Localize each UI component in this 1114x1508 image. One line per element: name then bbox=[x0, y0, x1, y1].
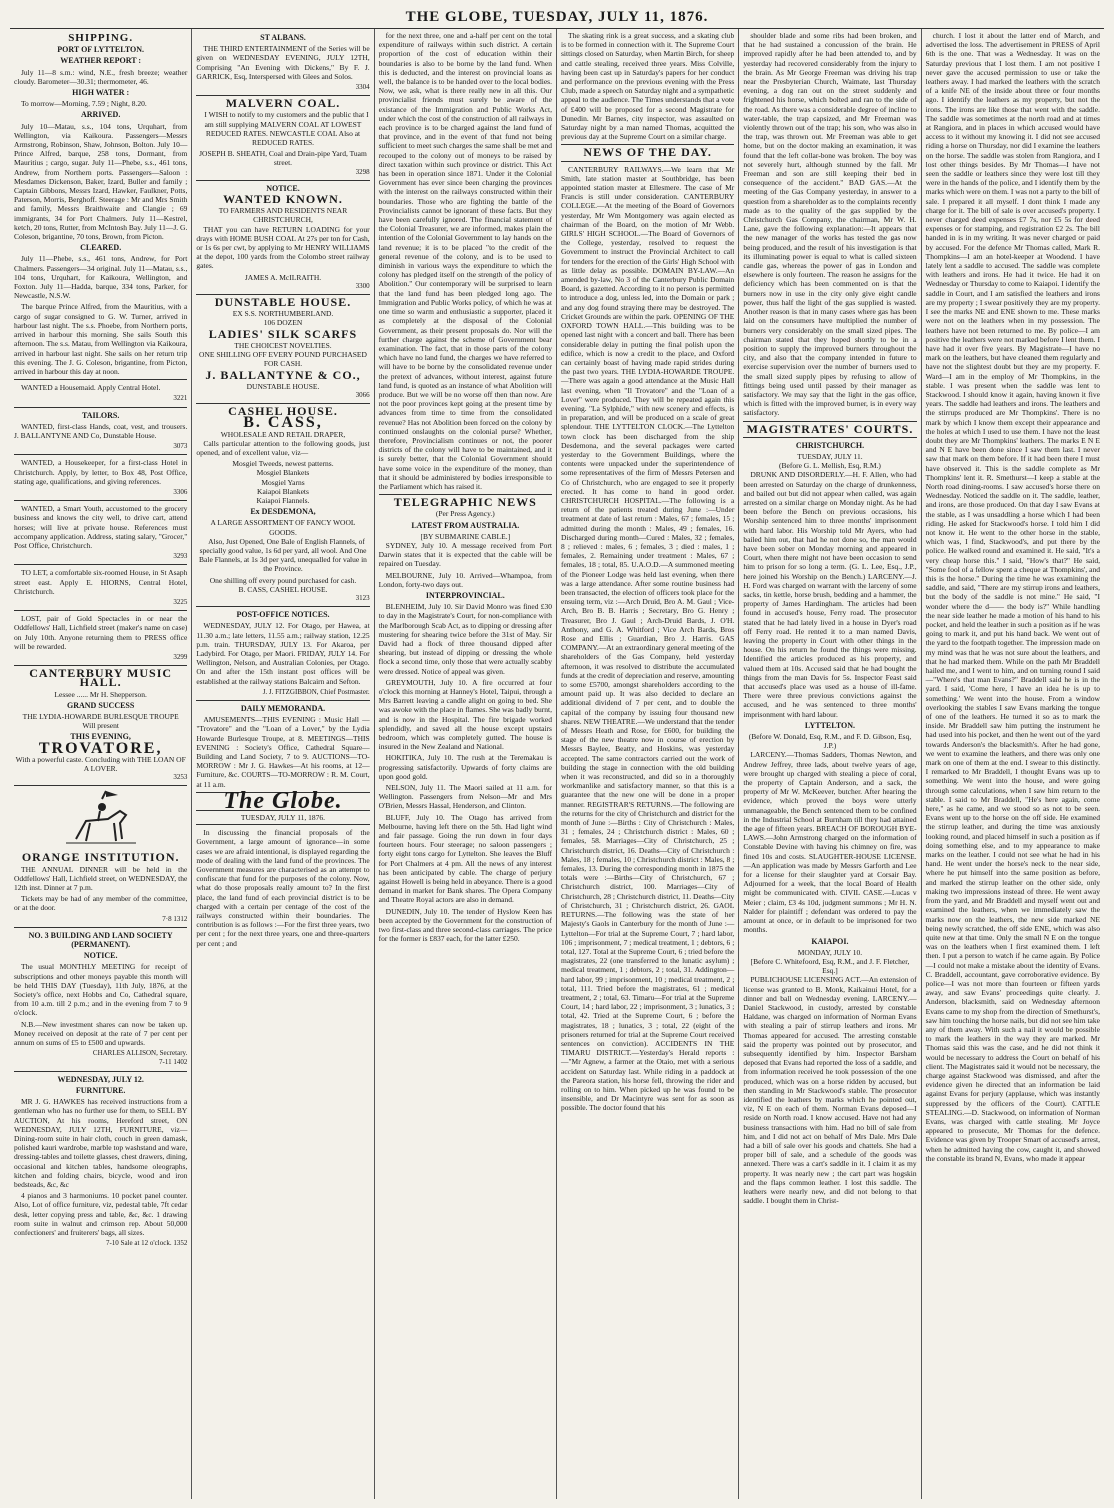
post-office-heading: POST-OFFICE NOTICES. bbox=[236, 610, 330, 620]
columns bbox=[10, 29, 1104, 1499]
shipping-heading: SHIPPING. bbox=[68, 32, 134, 44]
hokitika-telegram: HOKITIKA, July 10. The rush at the Teremakau is progressing satisfactorily. Upwards of forty claims are upon good gold. bbox=[378, 753, 552, 781]
column-5 bbox=[739, 29, 921, 1499]
globe-title: The Globe. bbox=[223, 787, 343, 814]
ad-ref: 7-11 1402 bbox=[159, 1058, 188, 1067]
cleared-heading: CLEARED. bbox=[80, 243, 122, 253]
ad-ref: 3299 bbox=[173, 652, 188, 661]
latest-australia: LATEST FROM AUSTRALIA. bbox=[411, 520, 520, 530]
weather-heading: WEATHER REPORT : bbox=[60, 56, 142, 66]
column-5-lead: shoulder blade and some ribs had been broken, and that he had sustained a concussion of the brain. He improved rapidly after he had been attended to, and by yesterday had recovered considerably from the injury to the brain. As Mr George Freeman was driving his trap near the Presbyterian Church, Waimate, last Thursday evening, a dog ran out on the street suddenly and frightened his horse, which bolted and ran to the side of the road. As there was a considerable degree of incline to water-table, the trap capsized, and Mr Freeman was violently thrown out of the trap; his son, who was also in the trap, was thrown out. Mr Freeman was able to get home, but on the doctor making an examination, it was found that the left collar-bone was broken. The boy was not severely hurt, although stunned by the fall. Mr Freeman and son are still keeping their bed in consequence of the accident." BAD GAS.—At the meeting of the Gas Company yesterday, in answer to a question from a shareholder as to the complaints recently made as to the quality of the gas supplied by the Christchurch Gas Company, the chairman, Mr W. H. Lane, gave the following explanation:—It appears that the new manager of the works has tested the gas now being produced, and the result of his investigation is that its illuminating power is equal to what is called sixteen candle gas, whereas the power of gas in London and elsewhere is only fourteen. The reason he assigns for the deficiency which has been commented on is that the burners now in use in the city only give eight candle power, thus half the light of the gas supplied is wasted. Another reason is that in many cases where gas has been laid on the consumers have multiplied the number of burners very considerably on the small sized pipes. The chairman stated that they hoped shortly to be in a position to supply the improved burners throughout the city, and also that the company intended in future to exercise supervision over the number of burners used to the small sized supply pipes by refusing to allow of fittings being used until passed by their manager as satisfactory. We may say that the light in the gas office, which is fitted with the improved burner, is in every way satisfactory. bbox=[743, 31, 917, 418]
orange-title: ORANGE INSTITUTION. bbox=[21, 850, 180, 865]
dunedin-telegram: DUNEDIN, July 10. The tender of Hyslow Keen has been accepted by the Government for the construction of two first-class and three second-class carriages. The price for the former is £837 each, for the latter £250. bbox=[378, 906, 552, 944]
kaiapoi-cases: PUBLICHOUSE LICENSING ACT.—An extension of license was granted to B. Monk, Kaikainui Hotel, for a dinner and ball on Wednesday evening. LARCENY.—Daniel Stackwood, in custody, arrested by constable Haldane, was charged on information of Norman Evans with stealing a pair of stirrup leathers and irons. Mr Thomas appeared for accused. The arresting constable said the property was pointed out by prosecutor, and subsequently identified by him. Inspector Barsham deposed that Evans had reported the loss of a saddle, and from information received he took possession of the one produced, which was on a horse ridden by accused, but then standing in Mr Stackwood's stable. The prosecutor identified the leathers by marks which he pointed out, viz, N E on each of them. Norman Evans deposed—I reside on North road. I know accused. Have not had any business transactions with him. Had no bill of sale from him, and I did not act on behalf of Mrs Dale. Mrs Dale had a bill of sale over his goods and chattels. She had a proper bill of sale, and a schedule of the goods was annexed. There was a cart's saddle in it. I claim it as my property. It was nearly new ; the cart part was hogskin and the flaps common leather. I lost this saddle. The leathers were nearly new, and did not belong to that saddle. I bought them in Christ- bbox=[743, 975, 917, 1206]
interprovincial-heading: INTERPROVINCIAL. bbox=[425, 590, 505, 600]
ad-ref: 3225 bbox=[173, 597, 188, 606]
orange-tickets: Tickets may be had of any member of the committee, or at the door. bbox=[14, 894, 188, 913]
masthead: THE GLOBE, TUESDAY, JULY 11, 1876. bbox=[10, 6, 1104, 29]
column-6-text: church. I lost it about the latter end of March, and advertised the loss. The advertisement in PRESS of April 6th is the one. That was a Wednesday. It was on the Saturday previous that I lost them. I am not positive I never gave the accused permission to use or take the leathers away. I had marked the leathers with the scratch of a knife NE of the inside about three or four months ago. I identify the leathers as my property, but not the irons. The irons are like those that went with the saddle. The saddle was sometimes at the north road and at times at Rangiora, and in places in which accused would have access to it without my knowing it. I did not see accused riding a horse on Thursday, nor did I examine the leathers on the horse. The saddle was stolen from Rangiora, and I lost other things besides. By Mr Thomas—I have not seen the saddle or leathers since they were lost till they were in the hands of the police, and I identify them by the marks which were on them. I was not a party to the bill of sale. I prepared it all myself. I dont think I made any charge for it. The bill of sale is over accused's property. I never charged deed expenses £7 7s, nor £5 5s for deed expenses or for stamping, and registration £2 2s. The bill handed in is in my writing. It was never charged or paid by accused. For the defence Mr Thomas called, Mark R. Thompkins—I am an hotel-keeper at Woodend. I have lately lent a saddle to accused. The saddle was complete with leathers and irons. He had it twice. He had it on Wednesday or Thursday to come to Kaiapoi. I identify the saddle in Court, and I am satisfied the leathers and irons are my property ; I swear positively they are my property. I see the marks NE and ENE shown to me. These marks were not on the leathers when in my possession. The leathers have not been returned to me. By police—I am positive the leathers were not marked before I lent them. I have had it over five years. By Magistrate—I have no mark on the leathers, but have cleaned them regularly and have not the slightest doubt but they are my property. F. Ward—I am in the employ of Mr Thompkins, in the stable. I was present when the saddle was lent to Stackwood. I should know it again, having known it five years. The saddle had leathers and irons. The leathers and the stirrups produced are Mr Thompkins'. There is no mark by which I know them except their appearance and the holes at which I used to use them. I have not the least doubt they are Mr Thompkins' leathers. The marks E N E and N E have been done since I saw them last. I never saw that mark on them before. If it had been there I must have observed it. This is the saddle complete as Mr Thompkins' lent it. R. Smethurst—I keep a stable at the North road dining-rooms. I saw accused's horse there on Wednesday. Noticed the saddle on it. The saddle, leather, and irons, are those produced. On that day I saw Evans at the stable, as I was unsaddling a horse which I had been riding. He asked for Stackwood's horse. I told him I did not know it. He went to the other horse in the stable, which was, I find, Stackwood's, and put there by the police. He walked round and examined it. He said, "It's a very cheap horse this." I said, "How's that?" He said, "Some fool of a fellow spent a cheque at Thompkins', and this is the horse." During the time he was examining the saddle, and said, "There are my stirrup irons and leathers, but the body of the saddle is not mine." He said, "I wonder where the d—— the body is?" While handling the near side leather he made a motion of his hand to his pocket, and held the leather in such a position as if he was going to mark it, and put his hand back. We went out of the yard to the footpath together. The impression made on my mind was that he was not sure about the leathers, and that he had marked them. While on the path Mr Braddell hailed me, and I went to him, and on turning round I said—"Where's that man Evans?" Braddell said he is in the yard. I said, 'Come here, I have an idea he is up to something.' We went into the house. From a window overlooking the stables I saw Evans marking the tongue of one of the leathers. He turned it so as to mark the inside. Mr Braddell saw him putting the instrument he had used into his pocket, and then he went out of the yard towards Anderson's the blacksmith's. After he had gone, we went to examine the leathers, and there was only one mark on one of them at the end. I swear to this distinctly. I remarked to Mr Braddell, I thought Evans was up to something. We went into the house, and were going through some calculations, when I saw him return to the stable. I said to Mr Braddell, "He's here again, come here," as he came, and we stood so as not to be seen. Evans went up to the horse on the off side. He examined the stirrup leather, and during the time was anxiously looking round, and placed himself in such a position as if doing something else, and to my appearance to make marks on the leather. I could not see what he had in his hand. He went under the horse's neck to the near side, where he put himself into the same position as before, and marked the stirrup leather on the other side, only making two impressions instead of three. He went away from the yard, and Mr Braddell and myself went out and examined the leathers, when we immediately saw the marks now on the leathers, the new side marked NE being newly scratched, the off side ENE, which was also quite new at that time. Only the small N E on the tongue was on the leathers when I first examined them. I left then. I put a person to watch if he came again. By Police—I could not make a mistake about the identity of Evans. C. Braddell, accountant, gave corroborative evidence. By police—I was not more than fourteen or fifteen yards away, and saw Evans' proceedings quite clearly. J. Anderson, blacksmith, said on Wednesday afternoon Evans came to my shop from the direction of Smethurst's, saw him touching the horse nails, but did not see him take any of them away. With such a nail it would be possible to mark the leathers in the way they are marked. Mr Thomas said this was the case, and he did not think it would be necessary to address the Court on behalf of his client. The Magistrates said it would not be necessary, the charge against Stackwood was dismissed, and after the evidence given he directed that an information be laid against Evans for perjury (applause, which was instantly suppressed by the officers of the Court). CATTLE STEALING.—D. Stackwood, on information of Norman Evans, was charged with cattle stealing. Mr Joyce appeared to prosecute, Mr Thomas for the defence. Evidence was given by Trooper Smart of accused's arrest, when he admitted having the cow, caught it, and showed the constable its brand N, Evans, who made it appear bbox=[925, 31, 1100, 1163]
divider bbox=[14, 610, 187, 611]
will-present: Will present bbox=[82, 721, 119, 731]
sydney-telegram: SYDNEY, July 10. A message received from Port Darwin states that it is expected that the cable will be repaired on Tuesday. bbox=[378, 540, 552, 569]
malvern-ad: I WISH to notify to my customers and the public that I am still supplying MALVERN COAL AT LOWEST REDUCED RATES. NEWCASTLE COAL Also at REDUCED RATES. bbox=[204, 110, 369, 148]
divider bbox=[743, 437, 916, 438]
column-6 bbox=[922, 29, 1104, 1499]
lydia-troupe: THE LYDIA-HOWARDE BURLESQUE TROUPE bbox=[22, 712, 179, 721]
cass-good: Mosgiel Blankets bbox=[256, 468, 310, 478]
ad-ref: 3304 bbox=[355, 83, 370, 92]
news-of-day-heading: NEWS OF THE DAY. bbox=[583, 145, 712, 160]
ad-ref: 3073 bbox=[173, 442, 188, 451]
ballantyne: J. BALLANTYNE & CO., bbox=[205, 367, 361, 382]
building-nb: N.B.—New investment shares can now be taken up. Money received on deposit at the rate of 7 per cent per annum on sums of £5 to £500 and upwards. bbox=[14, 1019, 188, 1048]
orange-notice: THE ANNUAL DINNER will be held in the Oddfellows' Hall, Lichfield street, on WEDNESDAY, the 12th inst. Dinner at 7 p.m. bbox=[14, 864, 188, 893]
post-office-notices: WEDNESDAY, JULY 12. For Otago, per Hawea, at 11.30 a.m.; late letters, 11.55 a.m.; railway station, 12.25 p.m. train. THURSDAY, JULY 13. For Akaroa, per Ladybird. For Otago, per Maori. FRIDAY, JULY 14. For Wellington, Nelson, and Australian Colonies, per Otago. On and after the 15th instant post offices will be established at the railway stations Balcairn and Sefton. bbox=[196, 621, 370, 686]
ad-ref: 3253 bbox=[173, 773, 188, 782]
st-albans-ad: THE THIRD ENTERTAINMENT of the Series will be given on WEDNESDAY EVENING, JULY 12TH, Comprising "An Evening with Dickens," By F. J. GARRICK, Esq, Interspersed with Glees and Solos. bbox=[196, 44, 370, 81]
weather-report: July 11—8 s.m.: wind, N.E., fresh breeze; weather cloudy. Barometer—30.31; thermometer, 46. bbox=[14, 67, 188, 86]
ad-housekeeper: WANTED, a Housekeeper, for a first-class Hotel in Christchurch. Apply, by letter, to Box 48, Post Office, stating age, qualifications, and giving references. bbox=[14, 458, 188, 486]
cass-name: B. CASS, bbox=[243, 414, 323, 432]
high-water: To morrow—Morning, 7.59 ; Night, 8.20. bbox=[21, 99, 147, 109]
editorial-text: In discussing the financial proposals of the Government, a large amount of ignorance—in some cases we are afraid intentional, is displayed regarding the mode of dealing with the land fund of the provinces. The Government measures are characterised as an attempt to confiscate that fund for the purposes of the colony. Now, what do those proposals really amount to? In the first place, the land fund of each provincial district is to be charged with a certain per centage of the cost of the railways constructed within their boundaries. The contribution is as follows :—For the first three years, two per cent ; for the next three years, one and three-quarters per cent ; and bbox=[196, 828, 370, 948]
daily-memoranda-heading: DAILY MEMORANDA. bbox=[240, 704, 326, 713]
column-4 bbox=[557, 29, 739, 1499]
cass-intro: Calls particular attention to the following goods, just opened, and of excellent value, viz— bbox=[196, 438, 370, 457]
wanted-known: WANTED KNOWN. bbox=[223, 192, 343, 207]
telegraphic-heading: TELEGRAPHIC NEWS bbox=[393, 495, 537, 510]
trovatore-title: TROVATORE, bbox=[38, 739, 163, 757]
building-society-title: NO. 3 BUILDING AND LAND SOCIETY (PERMANENT). bbox=[28, 930, 173, 950]
melbourne-telegram: MELBOURNE, July 10. Arrived—Whampoa, from London, forty-two days out. bbox=[378, 570, 552, 589]
novelties: THE CHOICEST NOVELTIES. bbox=[234, 340, 332, 350]
ad-ref: 7-10 Sale at 12 o'clock. 1352 bbox=[105, 1239, 188, 1248]
farce-line: With a powerful caste. Concluding with THE LOAN OF A LOVER. bbox=[15, 754, 186, 774]
building-notice: The usual MONTHLY MEETING for receipt of subscriptions and other moneys payable this month will be held THIS DAY (Tuesday), 11th July, 1876, at the Society's office, next Hobbs and Co, Cathedral square, from 10 a.m. till 2 p.m.; and in the evening from 7 to 9 o'clock. bbox=[14, 962, 188, 1018]
ad-ref: 3298 bbox=[355, 167, 370, 176]
blenheim-telegram: BLENHEIM, July 10. Sir David Monro was fined £30 to day in the Magistrate's Court, for non-compliance with the Marlborough Scab Act, as to dipping or dressing after mustering for shearing twice before the 31st of May. Sir David had a flock of three thousand dipped after shearing, but instead of dipping or dressing the whole flock a second time, only those that were actually scabby were dressed. Notice of appeal was given. bbox=[378, 602, 552, 676]
daily-memoranda: AMUSEMENTS—THIS EVENING : Music Hall — "Trovatore" and the "Loan of a Lover," by the Lydia Howarde Burlesque Troupe, at 8. MEETINGS—THIS EVENING : Society's Office, Cathedral Square—Building and Land Society, 7 to 9. AUCTIONS—TO-MORROW : Mr J. G. Hawkes—At his rooms, at 12—Furniture, &c. COURTS—TO-MORROW : R. M. Court, at 11 a.m. bbox=[196, 715, 370, 789]
malvern-heading: MALVERN COAL. bbox=[225, 96, 341, 111]
grand-success: GRAND SUCCESS bbox=[66, 700, 135, 710]
dozen: 106 DOZEN bbox=[263, 318, 303, 328]
arrived-heading: ARRIVED. bbox=[80, 110, 121, 120]
cass-sub: WHOLESALE AND RETAIL DRAPER, bbox=[220, 429, 346, 439]
kaiapoi-date: MONDAY, JULY 10. bbox=[797, 947, 863, 957]
assortment: A LARGE ASSORTMENT OF FANCY WOOL GOODS. bbox=[210, 518, 356, 537]
magistrates-heading: MAGISTRATES' COURTS. bbox=[746, 421, 914, 436]
hawkes-auction: MR J. G. HAWKES has received instructions from a gentleman who has no further use for them, to SELL BY AUCTION, At his rooms, Hereford street, ON WEDNESDAY, JULY 12TH, FURNITURE, viz—Dining-room suite in hair cloth, couch in green damask, polished kauri wardrobe, marble top washstand and ware, dressing-tables and toilette glasses, chest drawers, dining, occasional and kitchen tables, handsome oleographs, kitchen and folding chairs, bicycle, wood and iron bedsteads, &c, &c bbox=[14, 1097, 188, 1189]
column-2 bbox=[192, 29, 374, 1499]
ad-ref: 3221 bbox=[173, 394, 188, 403]
farmers-ad: THAT you can have RETURN LOADING for your drays with HOME BUSH COAL At 27s per ton for Cash, or 1s 6s per cwt, by applying to Mr HENRY WILLIAMS at the depot, 100 yards from the Colombo street railway gates. bbox=[196, 224, 370, 271]
submarine-cable: [BY SUBMARINE CABLE.] bbox=[420, 531, 511, 541]
notice-heading: NOTICE. bbox=[266, 183, 300, 193]
press-agency: (Per Press Agency.) bbox=[435, 509, 495, 519]
cass-shilling: One shilling off every pound purchased for cash. bbox=[209, 575, 357, 585]
hawkes-also: 4 pianos and 3 harmoniums. 10 pocket panel counter. Also, Lot of office furniture, viz, pedestal table, 7ft cedar desk, letter copying press and table, &c, &c. 1 drawing room suite in walnut and crimson rep. About 50,000 confectioners' and fruiterers' bags, all sizes. bbox=[14, 1191, 188, 1237]
desdemona: Ex DESDEMONA, bbox=[250, 507, 316, 517]
music-hall-title: CANTERBURY MUSIC HALL. bbox=[29, 666, 173, 690]
st-albans-heading: ST ALBANS. bbox=[260, 33, 306, 42]
column-4-lead: The skating rink is a great success, and a skating club is to be formed in connection with it. The Supreme Court sittings closed on Saturday, when Martin Birch, for sheep and cattle stealing, received three years. Miss Colville, having been cast up in Saturday's papers for her conduct and performance on the previous evening with the Press Club, made a speech on Saturday night and a sympathetic appeal to the audience. The Times understands that a vote of £400 will be proposed for a second Magistrate for Dunedin. Mr Barnes, city inspector, was assaulted on Saturday night by a man named Thomas, acquitted the previous day at the Supreme Court on a similar charge. bbox=[560, 31, 735, 142]
column-3 bbox=[375, 29, 557, 1499]
cass-signature: B. CASS, CASHEL HOUSE. bbox=[238, 584, 328, 594]
ad-ref: 3123 bbox=[355, 593, 370, 602]
divider bbox=[14, 379, 187, 380]
divider bbox=[14, 927, 187, 928]
divider bbox=[196, 700, 369, 701]
this-evening: THIS EVENING, bbox=[70, 732, 131, 742]
cass-also: Also, Just Opened, One Bale of English Flannels, of specially good value, 1s 6d per yard, all wool. And One Bale Flannels, at 1s 3d per yard, unequalled for value in the Province. bbox=[199, 536, 367, 574]
cass-good: Mosgiel Tweeds, newest patterns. bbox=[232, 459, 334, 469]
cass-good: Kaiapoi Flannels. bbox=[256, 495, 310, 505]
divider bbox=[14, 407, 187, 408]
lyttelton-before: (Before W. Donald, Esq, R.M., and F. D. Gibson, Esq, J.P.) bbox=[748, 732, 912, 751]
lyttelton-court: LYTTELTON. bbox=[804, 720, 856, 730]
ad-housemaid: WANTED a Housemaid. Apply Central Hotel. bbox=[21, 383, 161, 393]
one-shilling: ONE SHILLING OFF EVERY POUND PURCHASED FOR CASH. bbox=[199, 350, 367, 369]
dunstable-heading: DUNSTABLE HOUSE. bbox=[214, 295, 352, 310]
kaiapoi-before: [Before C. Whitefoord, Esq, R.M., and J. F. Fletcher, Esq.] bbox=[750, 956, 910, 976]
divider bbox=[14, 1071, 187, 1072]
ad-ref: 3306 bbox=[173, 487, 188, 496]
cashel-heading: CASHEL HOUSE. bbox=[228, 404, 338, 419]
ballantyne-house: DUNSTABLE HOUSE. bbox=[246, 381, 320, 391]
ad-smart-youth: WANTED, a Smart Youth, accustomed to the grocery business and knows the city well, to drive cart, attend horses; will live at private house. References must accompany application. Address, stating salary, "Grocer," Post Office, Christchurch. bbox=[14, 504, 188, 550]
ad-ref: 3300 bbox=[355, 281, 370, 290]
news-of-day-text: CANTERBURY RAILWAYS.—We learn that Mr Smith, late station master at Southbridge, has been appointed station master at Ellesmere. The case of Mr Francis is still under consideration. CANTERBURY COLLEGE.—At the meeting of the Board of Governors yesterday, Mr Wm Montgomery was again elected as chairman of the Board, on the motion of Mr Webb. GIRLS' HIGH SCHOOL.—The Board of Governors of the College, yesterday, resolved to request the Government to instruct the Provincial Architect to call for tenders for the erection of the Girls' High School with as little delay as possible. DOMAIN BY-LAW.—An amended by-law, No 3 of the Canterbury Public Domain Board, is gazetted. According to it no person is permitted to introduce a dog, unless led, into the Domain or park ; and any dog found straying there may be destroyed. The Cricket Grounds are within the park. OPENING OF THE OXFORD TOWN HALL.—This building was to be opened last night with a concert and ball. There has been considerable delay in putting the final polish upon the edifice, which is now a credit to the place, and Oxford can certainly boast of having made rapid strides during the past two years. THE LYDIA-HOWARDE TROUPE.—There was again a good attendance at the Music Hall last evening, when "Il Trovatore" and the "Loan of a Lover" were produced. They will be repeated again this evening. "La Sylphide," with new scenery and effects, is in preparation, and will be produced on a scale of great splendour. THE LYTTELTON CLOCK.—The Lyttelton town clock has been discharged from the ship Desdemona, and the several packages were carted yesterday to the Government Buildings, where the contents were unpacked under the superintendence of some representatives of the firm of Messrs Petersen and Co of Christchurch, who are engaged to see it properly erected. It has come to hand in good order. CHRISTCHURCH HOSPITAL.—The following is a return of the patients treated during June :—Under treatment at date of last return : Males, 67 ; females, 15 ; admitted during the month : Males, 49 ; females, 16. Discharged during month—Cured : Males, 32 ; females, 8 ; relieved : males, 6 ; females, 3 ; died : males, 1 ; females, 2. Remaining under treatment : Males, 67 ; females, 18 ; total, 85. U.A.O.D.—A summoned meeting of the Pioneer Lodge was held last evening, when there was a large attendance. After some routine business had been transacted, the election of officers took place for the ensuing term, viz :—Arch Druid, Bro A. M. Gaul ; Vice-Arch, Bro B. B. Harris ; Secretary, Bro G. Henry ; Treasurer, Bro J. Gaul ; Arch-Druid Bards, J. O'H. Anthony, and G. A. Whitford ; Vice Arch Bards, Bros Rose and Ellis ; Guardian, Bro J. Harris. GAS COMPANY.—At an extraordinary general meeting of the shareholders of the Gas Company, held yesterday afternoon, it was resolved to distribute the accumulated funds at the credit of depreciation and reserve, amounting to some £5700, amongst shareholders according to the amount paid up. It was also decided to declare an additional dividend of 7 per cent, and to double the capital of the company by issuing four thousand new shares. NEW THEATRE.—We understand that the tender of Messrs Heath and Rose, for £600, for building the stage of the new theatre now in course of erection by Messrs Baylee, Beatty, and Hoskins, was yesterday accepted. The same contractors carried out the work of building the stage in connection with the old building when it was reconstructed, and did so in a thoroughly workmanlike and satisfactory manner, so that this is a guarantee that the new one will be done in a proper manner. REGISTRAR'S RETURNS.—The following are the returns for the city of Christchurch and district for the month of June :—Births : City of Christchurch : Males, 31 ; females, 24 ; Christchurch district : Males, 60 ; females, 58. Marriages—City of Christchurch, 25 ; Christchurch district, 16. Deaths—City of Christchurch : Males, 18 ; females, 10 ; Christchurch district : Males, 8 ; females, 13. During the corresponding month in 1875 the totals were :—Births—City of Christchurch, 67 ; Christchurch district, 100. Marriages—City of Christchurch, 28 ; Christchurch district, 11. Deaths—City of Christchurch, 31 ; Christchurch district, 26. GAOL RETURNS.—The following was the state of her Majesty's Gaols in Canterbury for the month of June :—Lyttelton—For trial at the Supreme Court, 7 ; hard labor, 106 ; imprisonment, 7 ; medical treatment, 1 ; debtors, 6 ; total, 127. Total at the Supreme Court, 6 ; tried before the magistrates, 22 (one transferred to the lunatic asylum) ; medical treatment, 1 ; debtors, 2 ; total, 31. Addington—hard labor, 99 ; imprisonment, 10 ; medical treatment, 2 ; total, 111. Tried before the magistrates, 61 ; medical treatment, 2 ; total, 63. Timaru—For trial at the Supreme Court, 14 ; hard labor, 22 ; imprisonment, 3 ; lunatics, 3 ; total, 42. Tried at the Supreme Court, 6 ; before the magistrates, 18 ; lunatics, 3 ; total, 22 (eight of the prisoners returned for trial at the Supreme Court received sentences on conviction). ACCIDENTS IN THE TIMARU DISTRICT.—Yesterday's Herald reports :—"Mr Agnew, a farmer at the Otaio, met with a serious accident on Saturday last. While riding in a paddock at the Pareora station, his horse fell, throwing the rider and rolling on to him. When picked up he was found to be insensible, and Dr Macintyre was sent for as soon as possible. The doctor found that his bbox=[560, 164, 735, 1113]
ad-ref: 7·8 1312 bbox=[162, 914, 188, 923]
cleared-list: July 11—Phebe, s.s., 461 tons, Andrew, for Port Chalmers. Passengers—34 original. July 11—Matau, s.s., 104 tons, Urquhart, for Kaikoura, Wellington, and Foxton. July 11—Hadda, barque, 334 tons, Parker, for Newcastle, N.S.W. bbox=[14, 254, 188, 301]
silk-scarfs: LADIES' SILK SCARFS bbox=[208, 326, 358, 341]
divider bbox=[561, 161, 734, 162]
divider bbox=[14, 564, 187, 565]
building-secretary: CHARLES ALLISON, Secretary. bbox=[92, 1049, 188, 1058]
music-hall-lessee: Lessee ...... Mr H. Shepperson. bbox=[54, 689, 147, 699]
editorial-continued: for the next three, one and a-half per cent on the total expenditure of railways within such district. A certain proportion of the cost of education within their boundaries is also to be borne by the land fund. When this is deducted, and the interest on provincial loans as well, the balance is to be handed over to the local bodies. Now, we ask, what is there really new in all this. Our provincialist friends must surely be aware of the existance of the Immigration and Public Works Act, under which the cost of the construction of all railways in each province is to be charged against the land fund of that province, and in the event of that fund not being sufficient to meet such charges the same shall be met and recouped to the colony out of moneys to be raised by direct taxation within such province or district. This Act has been in operation since 1871. Under it the Colonial Government has ever since been charging the provinces with the interest on the railways constructed within their boundaries. Those who are fighting the battle of the Provincialists cannot be ignorant of these facts. But they have been carefully ignored. The financial statement of the Colonial Treasurer, we are informed, makes plain the intention of the Colonial Government to lay hands on the land revenue; it is to be placed "to the credit of the general revenue of the colony, and is to be used to diminish in various ways the expenditure to which the colony has pledged itself on the strength of the policy of Abolition." Our contemporary will be surprised to learn that the land fund has been pledged long ago. The Immigration and Public Works policy, of which he was at one time so warm and enthusiastic a supporter, placed it as completely at the disposal of the Colonial Government, as their present proposals do. Nor will the further charge against the scheme of Government bear examination. The fact, that in those parts of the colony which have no land fund, the charges we have referred to will have to be borne by the consolidated revenue under the pretext of advances, without interest, against future land fund, is quoted as an instance of what Abolition will produce. But we will be no worse off then than now. Are not the poor provinces kept going at the present time by advances from time to time from the consolidated revenue? Has not Abolition been forced on the colony by continued onslaughts on the colonial purse? Whether, therefore, Provincialism continues or not, the poorer districts of the colony will have to be maintained, and it is surely better, that the Colonial Government should have some voice in the expenditure of the money, than that it should be administered by bodies irresponsible to the Parliament which has raised it. bbox=[378, 31, 552, 491]
ad-ref: 3293 bbox=[173, 552, 188, 561]
bluff-telegram: BLUFF, July 10. The Otago has arrived from Melbourne, having left there on the 5th. Had light wind and fair passage. Going the run down in four days fourteen hours. Four steerage; no saloon passengers ; forty eight tons cargo for Lyttelton. She leaves the Bluff for Port Chalmers at 4 pm. All the news of any interest has been anticipated by cable. The charge of perjury against Howell is being held in abeyance. There is a good demand in market for Bank shares. The Opera Company and Theatre Royal actors are also in demand. bbox=[378, 812, 552, 905]
divider bbox=[14, 785, 187, 786]
ad-ref: 3066 bbox=[355, 390, 370, 399]
ad-lost: LOST, pair of Gold Spectacles in or near the Oddfellows' Hall, Lichfield street (maker's name on case) on July 10th. Anyone returning them to PRESS office will be rewarded. bbox=[14, 614, 188, 651]
dunstable-ex: EX S.S. NORTHUMBERLAND. bbox=[232, 309, 334, 319]
high-water-heading: HIGH WATER : bbox=[72, 88, 130, 98]
farmers-signature: JAMES A. McILRAITH. bbox=[244, 272, 322, 282]
christchurch-cases: DRUNK AND DISORDERLY.—H. F. Allen, who had been arrested on Saturday on the charge of drunkenness, and bailed out but did not appear when called, was again arrested on a similar charge on Monday night. As he had been before the Bench on previous occasions, his Worship sentenced him to three months' imprisonment with hard labor. His Worship told Mr Ayers, who had bailed him out, that had he not done so, the man would have been sober on Monday morning and appeared in Court, when there might not have been occasion to send him to prison for so long a term. (G. L. Lee, Esq., J.P., here joined his Worship on the Bench.) LARCENY.—J. H. Ford was charged on warrant with the larceny of some sacks, tin kettle, horse brush, bedding and a hammer, the property of James Hardingham. The articles had been found in accused's house, Ferry road. The prosecutor stated that he had lately lived in a house in Dyer's road off Ferry road. He rented it to a man named Davis, leaving the property in Court with other things in the house. On his return he found the things were missing. Identified the articles produced as his property, and valued them at 10s. Accused said that he had bought the things from the man Davis for 5s. Inspector Feast said that accused's place was used as a house of ill-fame. There were three previous convictions against the accused, and he was sentenced to three months' imprisonment with hard labour. bbox=[743, 470, 917, 719]
divider bbox=[196, 606, 369, 607]
arrived-list: July 10—Matau, s.s., 104 tons, Urquhart, from Wellington, via Kaikoura. Passengers—Messrs Armstrong, Robinson, Shaw, Johnson, Bolton. July 10—Prince Alfred, barque, 258 tons, Dormant, from Mauritius ; cargo, sugar. July 11—Phebe, s.s., 461 tons, Andrew, from Northern ports. Passengers—Saloon : Mesdames Dickenson, Baker, Izard, Buller and family ; Captain Gibbons, Messrs Izard, Hawker, Faulkner, Potts, Paterson, Morris, Berghoff. Steerage : Mr and Mrs Smith and family, Messrs Braithwaite and Clangie ; 69 immigrants, 34 for Port Chalmers. July 11—Kestrel, ketch, 20 tons, Rutter, from McIntosh Bay. July 11—J. G. Coleson, brigantine, 70 tons, Brown, from Picton. bbox=[14, 121, 188, 242]
greymouth-telegram: GREYMOUTH, July 10. A fire occurred at four o'clock this morning at Hanney's Hotel, Taipui, through a Mrs Barrett leaving a candle alight on going to bed. She was awoke with the place in flames. She was badly burnt, and is now in the Hospital. The fire brigade worked splendidly, and saved all the house except upstairs bedroom, which was completely gutted. The house is insured in the New Zealand and National. bbox=[378, 677, 552, 752]
postmaster-signature: J. J. FITZGIBBON, Chief Postmaster. bbox=[262, 687, 370, 696]
ad-to-let: TO LET, a comfortable six-roomed House, in St Asaph street east. Apply E. HIORNS, Central Hotel, Christchurch. bbox=[14, 568, 188, 596]
cass-good: Kaiapoi Blankets bbox=[257, 486, 309, 496]
tailors-heading: TAILORS. bbox=[81, 410, 120, 420]
cass-good: Mosgiel Yarns bbox=[261, 477, 305, 487]
christchurch-before: (Before G. L. Mellish, Esq, R.M.) bbox=[779, 461, 881, 471]
nelson-telegram: NELSON, July 11. The Maori sailed at 11 a.m. for Wellington. Passengers from Nelson—Mr and Mrs O'Brien, Messrs Hassal, Henderson, and Clinton. bbox=[378, 783, 552, 811]
divider bbox=[196, 180, 369, 181]
notice-heading: NOTICE. bbox=[83, 951, 118, 961]
lyttelton-cases: LARCENY.—Thomas Sadders, Thomas Newton, and Andrew Jeffrey, three lads, about twelve years of age, were brought up charged with stealing a piece of coral, the property of Captain Anderson, and a sack, the property of Mr W. McKeever, butcher. After hearing the evidence, which proved the boys were utterly unmanageable, the Bench sentenced them to be confined in the Industrial School at Burnham till they had attained the age of fifteen years. BREACH OF BOROUGH BYE-LAWS.—John Armstrong charged on the information of Constable Devine with having his chimney on fire, was fined 10s and costs. SLAUGHTER-HOUSE LICENSE.—An application was made by Messrs Garforth and Lee for a license for their slaughter yard at Corsair Bay. Adjourned for a week, that the local Board of Health might be communicated with. CIVIL CASE.—Lucas v Meier ; claim, £3 4s 10d, judgment summons ; Mr H. N. Nalder for plaintiff ; defendant was ordered to pay the amount at once, or in default to be imprisoned for two months. bbox=[743, 750, 917, 935]
divider bbox=[14, 500, 187, 501]
horseman-illustration bbox=[56, 789, 146, 851]
christchurch-date: TUESDAY, JULY 11. bbox=[797, 451, 863, 461]
column-1 bbox=[10, 29, 192, 1499]
farmers-heading: TO FARMERS AND RESIDENTS NEAR CHRISTCHURCH, bbox=[218, 206, 348, 225]
furniture-heading: FURNITURE. bbox=[75, 1085, 126, 1095]
wednesday-heading: WEDNESDAY, JULY 12. bbox=[57, 1074, 144, 1084]
kaiapoi-court: KAIAPOI. bbox=[811, 936, 849, 946]
christchurch-court: CHRISTCHURCH. bbox=[795, 440, 865, 450]
shipping-notes: The barque Prince Alfred, from the Mauritius, with a cargo of sugar consigned to G. W. Turner, arrived in harbour last night. The s.s. Phoebe, from Northern ports, arrived in harbour this morning. She sails South this afternoon. The s.s. Matau, from Wellington via Kaikoura, arrived in harbour last night. She sails on her return trip this evening. The J. G. Coleson, brigantine, from Picton, arrived in harbour this day at noon. bbox=[14, 302, 188, 376]
port-heading: PORT OF LYTTELTON. bbox=[57, 45, 145, 55]
malvern-signature: JOSEPH B. SHEATH, Coal and Drain-pipe Yard, Tuam street. bbox=[199, 149, 367, 168]
globe-date: TUESDAY, JULY 11, 1876. bbox=[196, 810, 369, 825]
divider bbox=[14, 454, 187, 455]
ad-tailors: WANTED, first-class Hands, coat, vest, and trousers. J. BALLANTYNE AND Co, Dunstable House. bbox=[14, 421, 188, 440]
